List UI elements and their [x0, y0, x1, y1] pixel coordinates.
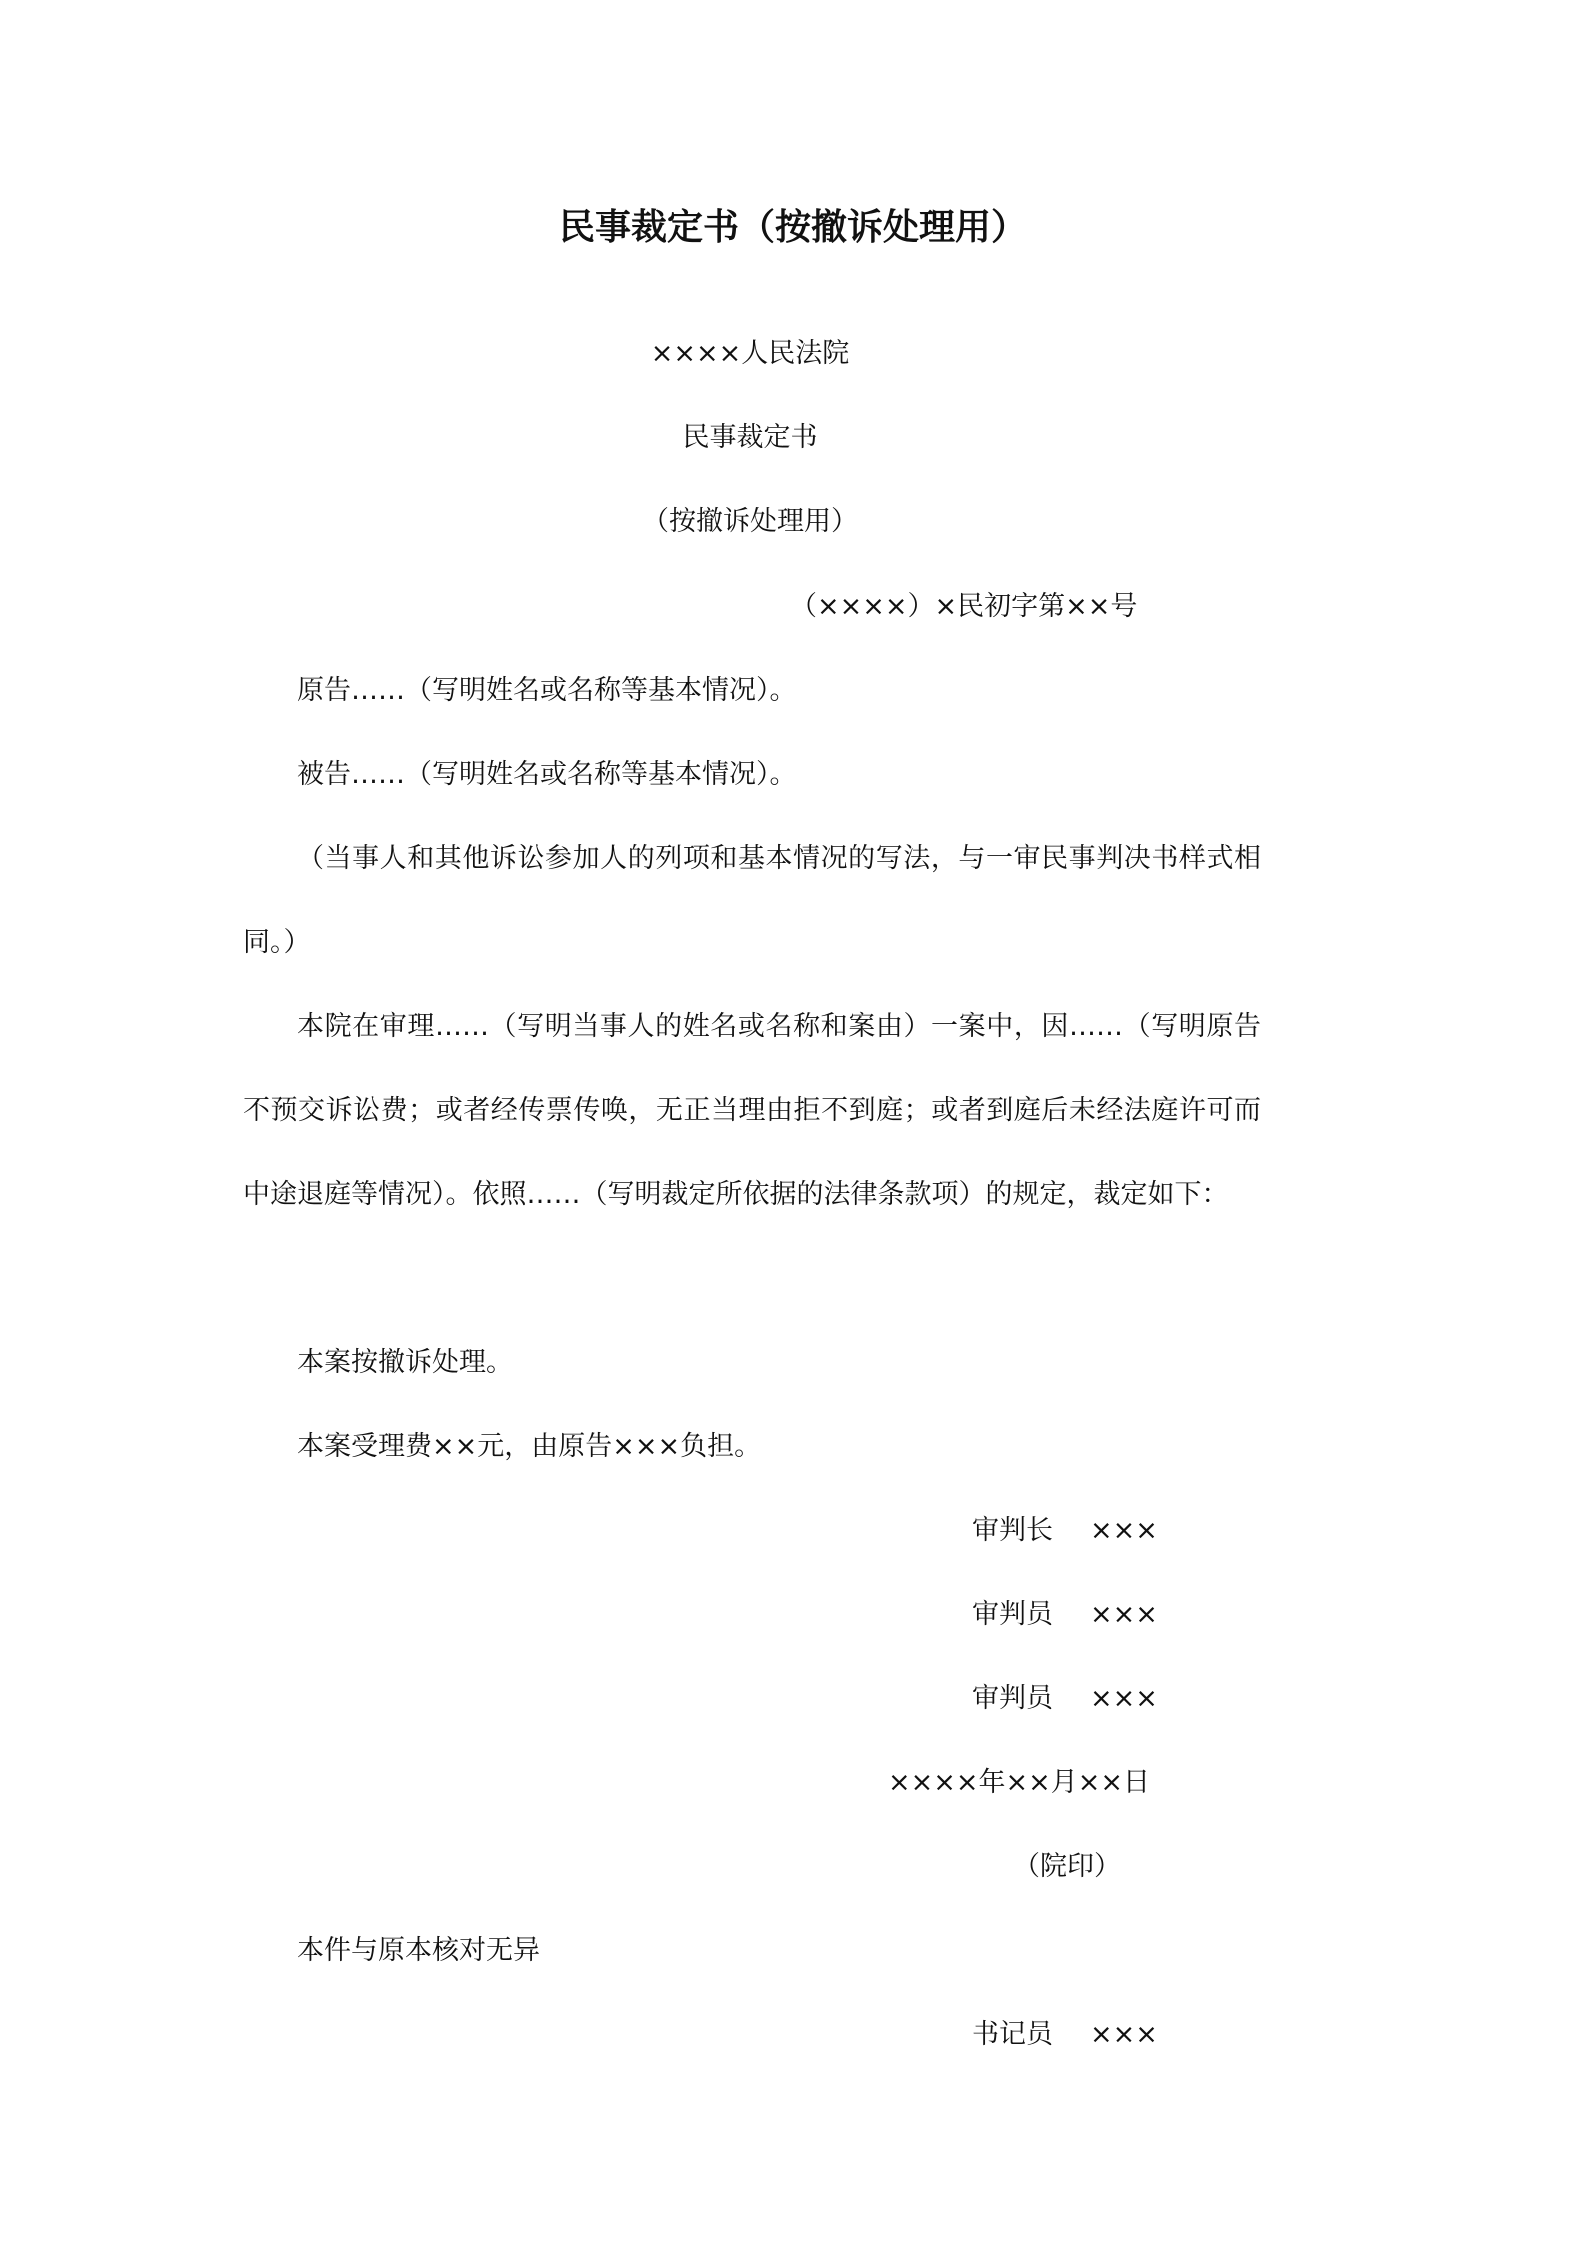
- defendant-paragraph: 被告……（写明姓名或名称等基本情况）。: [297, 759, 797, 790]
- clerk-role: 书记员: [972, 2019, 1053, 2050]
- signature-name: ×××: [1090, 1683, 1158, 1714]
- signature-line: [972, 1679, 1158, 1719]
- clerk-signature: [972, 2015, 1158, 2055]
- ruling-paragraph: 本案按撤诉处理。: [297, 1347, 513, 1378]
- fee-paragraph: 本案受理费××元，由原告×××负担。: [297, 1431, 762, 1462]
- document-title: 民事裁定书（按撤诉处理用）: [558, 207, 1027, 248]
- document-type: 民事裁定书: [682, 422, 818, 453]
- note-paragraph: （当事人和其他诉讼参加人的列项和基本情况的写法，与一审民事判决书样式相同。）: [243, 843, 1261, 958]
- verification-text: 本件与原本核对无异: [297, 1935, 540, 1966]
- signature-name: ×××: [1090, 1515, 1158, 1546]
- signature-role: 审判员: [972, 1683, 1053, 1714]
- signature-line: [972, 1511, 1158, 1551]
- case-number: （××××）×民初字第××号: [790, 591, 1138, 622]
- signature-role: 审判长: [972, 1515, 1053, 1546]
- plaintiff-paragraph: 原告……（写明姓名或名称等基本情况）。: [297, 675, 797, 706]
- signature-role: 审判员: [972, 1599, 1053, 1630]
- signature-line: [972, 1595, 1158, 1635]
- court-name: ××××人民法院: [650, 338, 850, 369]
- reasoning-paragraph: 本院在审理……（写明当事人的姓名或名称和案由）一案中，因……（写明原告不预交诉讼费；或者经传票传唤，无正当理由拒不到庭；或者到庭后未经法庭许可而中途退庭等情况）。依照……（写明裁定所依据的法律条款项）的规定，裁定如下：: [243, 1011, 1261, 1210]
- document-subtitle: （按撤诉处理用）: [642, 506, 858, 537]
- court-seal: （院印）: [1013, 1851, 1121, 1882]
- clerk-name: ×××: [1090, 2019, 1158, 2050]
- ruling-date: ××××年××月××日: [888, 1767, 1150, 1798]
- signature-name: ×××: [1090, 1599, 1158, 1630]
